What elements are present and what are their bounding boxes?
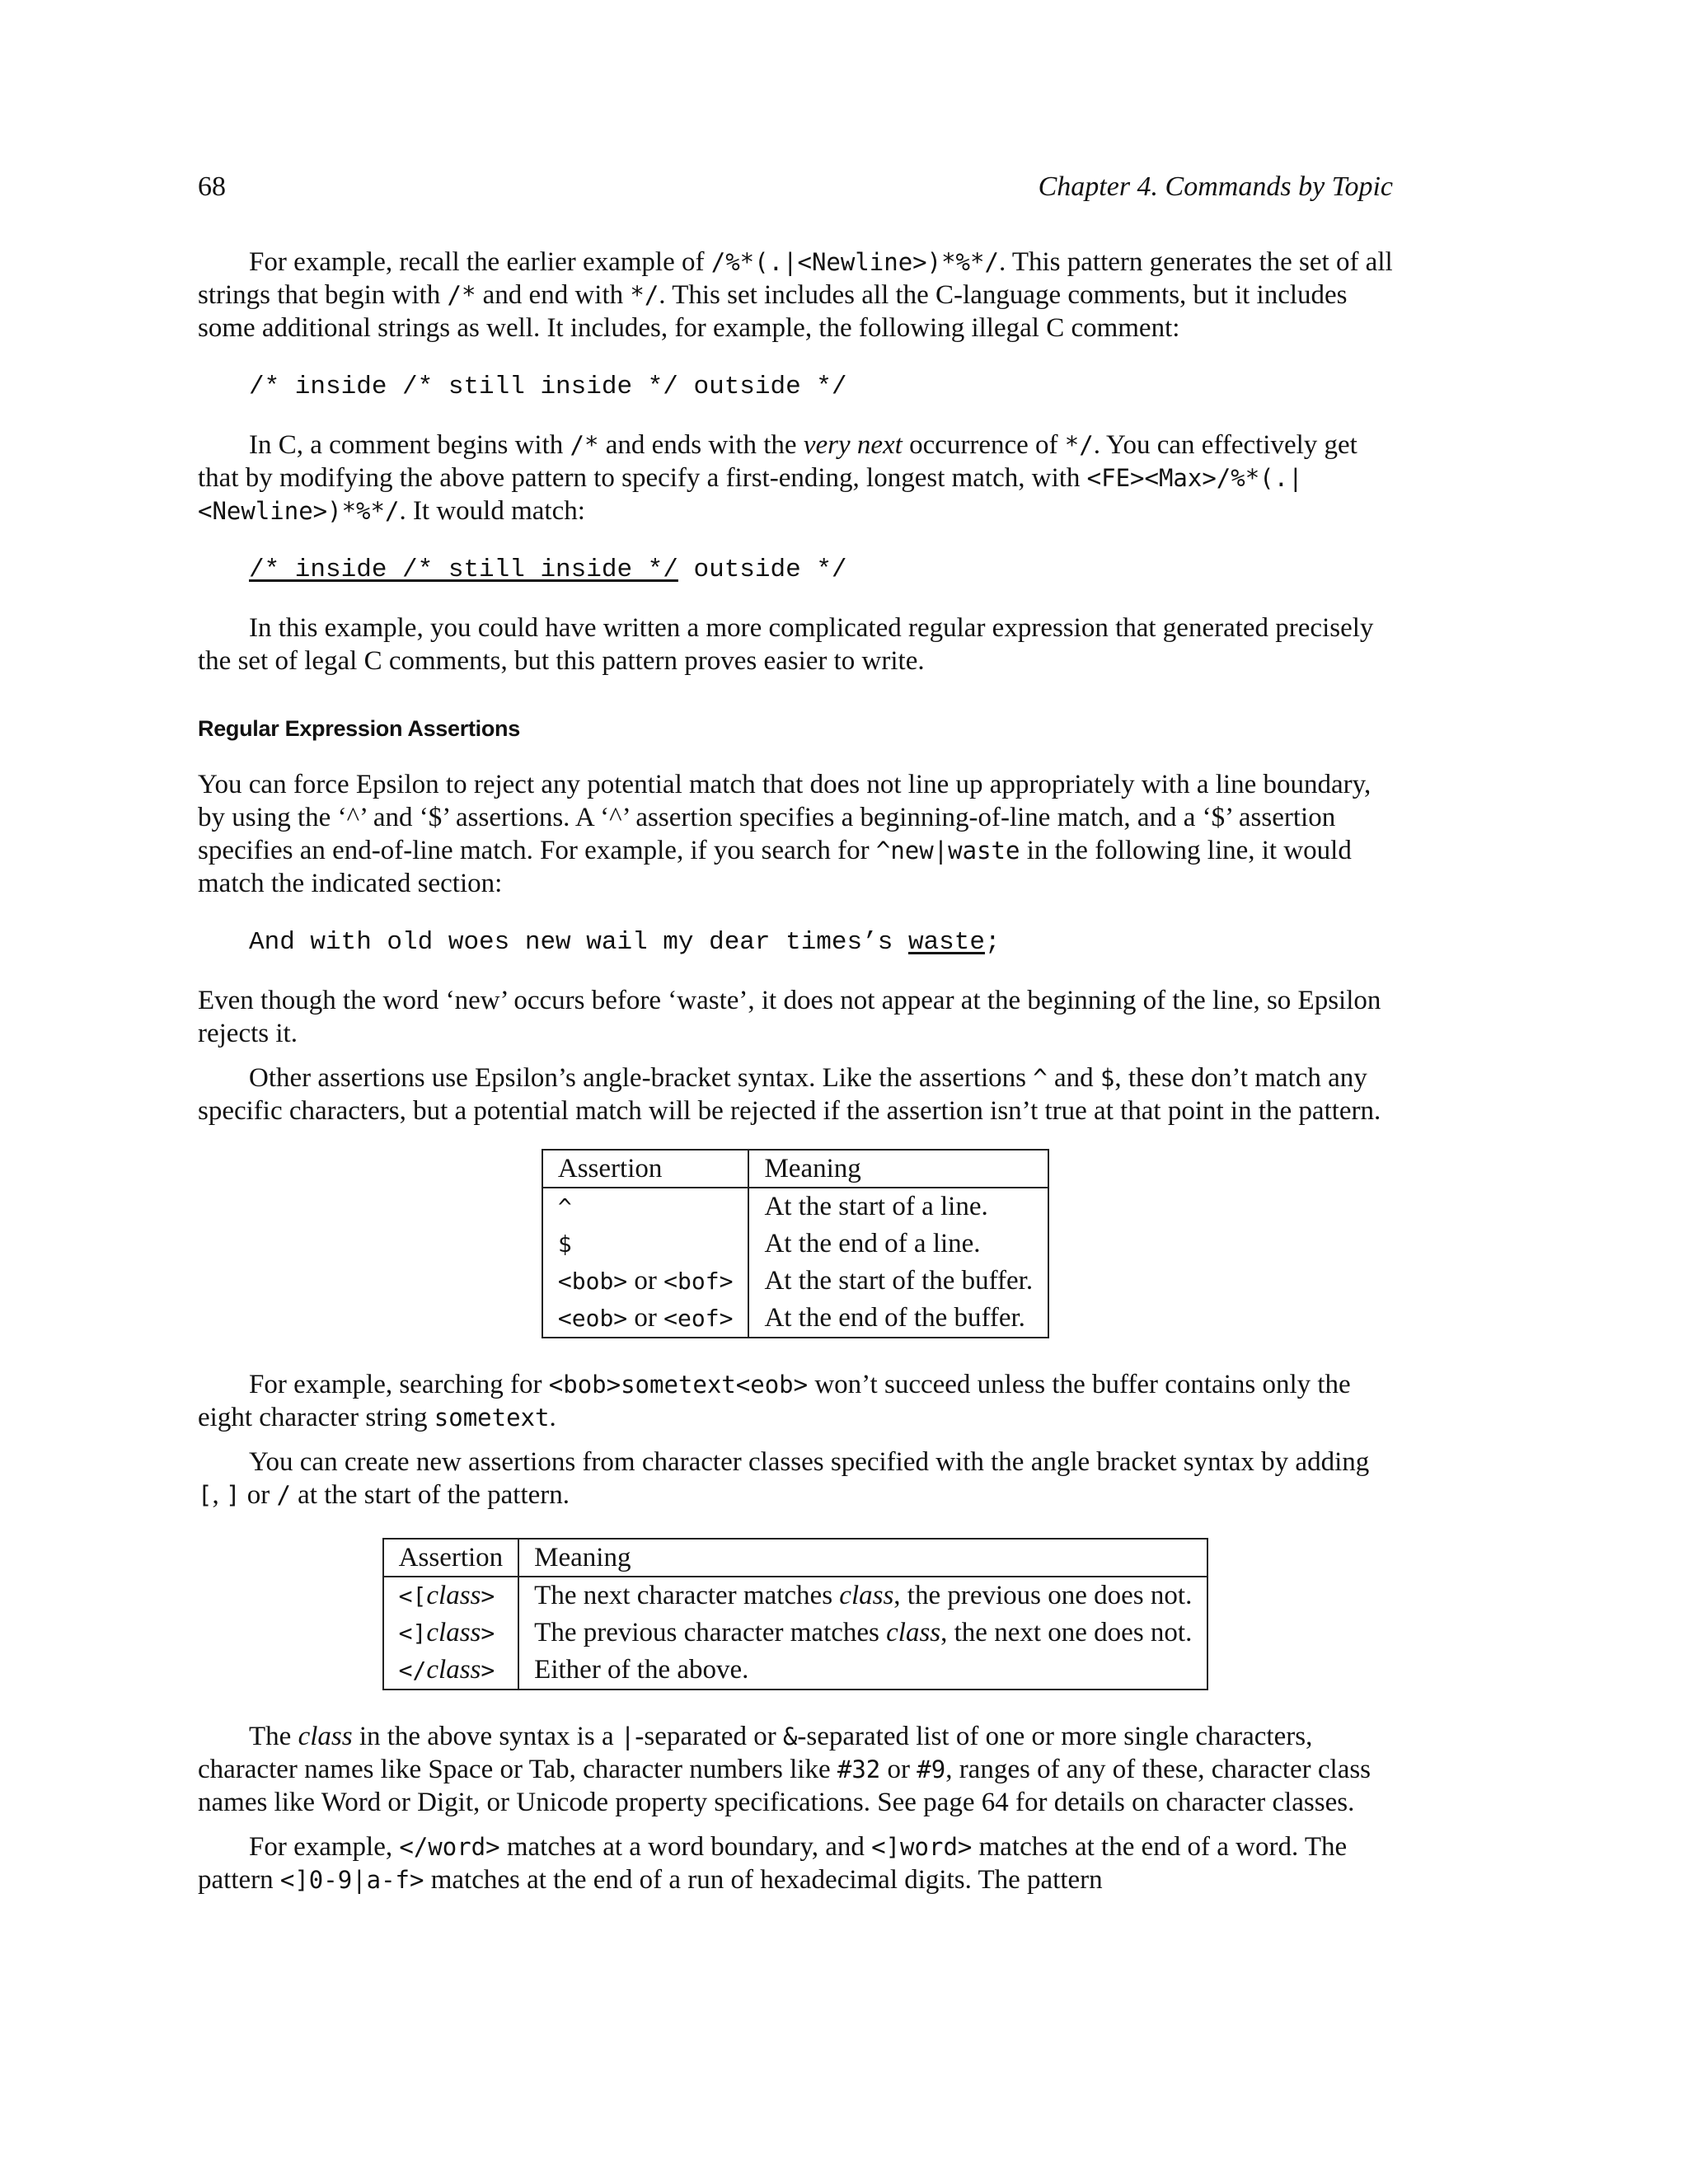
body-text <box>198 246 1393 1896</box>
page-header <box>198 171 1393 208</box>
paragraph-line-assertions: You can force Epsilon to reject any potential match that does not line up appropriately with a line boundary, by using the ‘^’ and ‘$’ assertions. A ‘^’ assertion specifies a beginning-of-line match, and a ‘$’ assertion specifies an end-of-line match. For example, if you search for ^new|waste in the following line, it would match the indicated section: <box>198 770 1372 898</box>
table-header-cell: Meaning <box>748 1150 1048 1188</box>
code-example-match: /* inside /* still inside */ outside */ <box>249 555 847 584</box>
assertion-table <box>542 1149 1049 1338</box>
inline-code: ] <box>225 1481 241 1509</box>
meaning-cell: At the end of the buffer. <box>764 1303 1025 1333</box>
class-assertion-table <box>382 1538 1209 1690</box>
table-row <box>383 1577 1208 1615</box>
meaning-cell: The previous character matches class, the next one does not. <box>534 1618 1193 1647</box>
inline-code: <bob>sometext<eob> <box>548 1371 809 1399</box>
table-header-row <box>383 1539 1208 1577</box>
inline-code: <]word> <box>871 1833 973 1861</box>
table-row <box>542 1226 1048 1263</box>
inline-code: <FE><Max>/%*(.|<Newline>)*%*/ <box>198 464 1303 525</box>
paragraph-legal-comments: In this example, you could have written a more complicated regular expression that generated precisely the set of legal C comments, but this pattern proves easier to write. <box>198 613 1374 676</box>
paragraph-angle-bracket: Other assertions use Epsilon’s angle-bracket syntax. Like the assertions ^ and $, these don’t match any specific characters, but a potential match will be rejected if the assertion isn’t true at that point in the pattern. <box>198 1063 1381 1126</box>
page-number: 68 <box>198 171 226 202</box>
inline-code: <]0-9|a-f> <box>279 1866 424 1894</box>
assertion-cell: <eob> or <eof> <box>542 1300 749 1338</box>
assertion-cell: <bob> or <bof> <box>542 1263 749 1300</box>
table-header-cell: Meaning <box>518 1539 1207 1577</box>
inline-code: [ <box>198 1481 213 1509</box>
table-row <box>542 1263 1048 1300</box>
meaning-cell: The next character matches class, the previous one does not. <box>534 1581 1193 1610</box>
table-header-row <box>542 1150 1048 1188</box>
meaning-cell: At the end of a line. <box>764 1229 981 1258</box>
meaning-cell: Either of the above. <box>534 1655 749 1685</box>
paragraph-comment-example: For example, recall the earlier example of /%*(.|<Newline>)*%*/. This pattern generates the set of all strings that begin with /* and end with */. This set includes all the C-language comments, but it includes some additional strings as well. It includes, for example, the following illegal C comment: <box>198 247 1393 343</box>
inline-code: </word> <box>399 1833 500 1861</box>
meaning-cell: At the start of the buffer. <box>764 1266 1034 1296</box>
table-header-cell: Assertion <box>542 1150 749 1188</box>
table-row <box>383 1615 1208 1652</box>
section-heading: Regular Expression Assertions <box>198 716 520 741</box>
chapter-title: Chapter 4. Commands by Topic <box>1038 171 1393 202</box>
inline-code: & <box>782 1722 798 1750</box>
inline-code: ^ <box>1033 1064 1048 1092</box>
inline-code: / <box>276 1481 291 1509</box>
table-header-cell: Assertion <box>383 1539 519 1577</box>
inline-code: /* <box>447 281 476 309</box>
matched-section: /* inside /* still inside */ <box>249 555 678 584</box>
inline-code: $ <box>1100 1064 1115 1092</box>
matched-section: waste <box>907 928 985 957</box>
inline-code: #9 <box>917 1755 946 1783</box>
code-example-illegal-comment: /* inside /* still inside */ outside */ <box>249 373 847 401</box>
inline-code: #32 <box>837 1755 881 1783</box>
inline-code: ^new|waste <box>875 837 1020 865</box>
paragraph-word-boundary: For example, </word> matches at a word boundary, and <]word> matches at the end of a word. The pattern <]0-9|a-f> matches at the end of a run of hexadecimal digits. The pattern <box>198 1832 1348 1895</box>
paragraph-new-assertions: You can create new assertions from character classes specified with the angle bracket syntax by adding [, ] or / at the start of the pattern. <box>198 1447 1370 1510</box>
code-example-waste: And with old woes new wail my dear times’s waste; <box>249 928 1001 957</box>
inline-code: */ <box>630 281 659 309</box>
assertion-table-wrapper <box>198 1149 1393 1338</box>
paragraph-rejects: Even though the word ‘new’ occurs before ‘waste’, it does not appear at the beginning of the line, so Epsilon rejects it. <box>198 986 1381 1048</box>
inline-code: | <box>620 1722 635 1750</box>
meaning-cell: At the start of a line. <box>764 1192 988 1221</box>
inline-code: /* <box>570 431 599 459</box>
assertion-cell: <[class> <box>383 1577 519 1615</box>
paragraph-bob-eob: For example, searching for <bob>sometext<eob> won’t succeed unless the buffer contains only the eight character string sometext. <box>198 1370 1351 1432</box>
assertion-cell: $ <box>542 1226 749 1263</box>
table-row <box>542 1188 1048 1226</box>
inline-code: /%*(.|<Newline>)*%*/ <box>710 248 999 276</box>
assertion-cell: ^ <box>542 1188 749 1226</box>
paragraph-class-syntax: The class in the above syntax is a |-separated or &-separated list of one or more single characters, character names like Space or Tab, character numbers like #32 or #9, ranges of any of these, character class names like Word or Digit, or Unicode property specifications. See page 64 for details on character classes. <box>198 1722 1372 1817</box>
inline-code: sometext <box>434 1404 550 1432</box>
inline-code: */ <box>1064 431 1094 459</box>
table-row <box>542 1300 1048 1338</box>
assertion-cell: </class> <box>383 1652 519 1690</box>
assertion-cell: <]class> <box>383 1615 519 1652</box>
class-assertion-table-wrapper <box>198 1538 1393 1690</box>
table-row <box>383 1652 1208 1690</box>
paragraph-first-ending: In C, a comment begins with /* and ends with the very next occurrence of */. You can effectively get that by modifying the above pattern to specify a first-ending, longest match, with <FE><Max>/%*(.|<Newline>)*%*/. It would match: <box>198 430 1357 526</box>
